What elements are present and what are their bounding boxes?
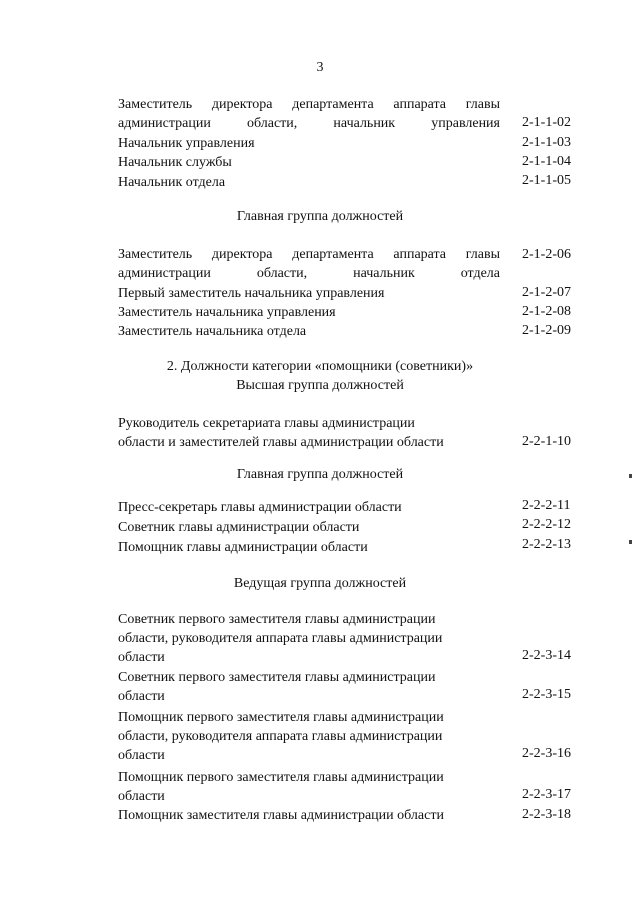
position-title: Заместитель директора департамента аппарата главы администрации области, начальник управления	[118, 97, 500, 131]
position-code: 2-1-1-03	[522, 135, 571, 150]
group-heading: Ведущая группа должностей	[233, 576, 407, 591]
position-code: 2-2-2-12	[522, 517, 571, 532]
position-title: Первый заместитель начальника управления	[118, 286, 385, 301]
position-title: Заместитель директора департамента аппарата главы администрации области, начальник отдела	[118, 247, 500, 281]
position-title: Советник главы администрации области	[118, 520, 360, 535]
position-code: 2-2-3-14	[522, 648, 571, 663]
section-heading: 2. Должности категории «помощники (советники)»	[166, 359, 474, 374]
position-title: Помощник заместителя главы администрации области	[118, 808, 444, 823]
position-code: 2-2-2-11	[522, 498, 571, 513]
position-code: 2-2-3-16	[522, 746, 571, 761]
position-title: Советник первого заместителя главы администрации области	[118, 670, 436, 704]
page-number: 3	[316, 60, 324, 75]
position-code: 2-1-2-07	[522, 285, 571, 300]
position-code: 2-2-3-17	[522, 787, 571, 802]
position-code: 2-2-2-13	[522, 537, 571, 552]
position-title: Помощник главы администрации области	[118, 540, 368, 555]
position-code: 2-2-3-15	[522, 687, 571, 702]
scan-speck	[629, 474, 632, 478]
position-title: Советник первого заместителя главы администрации области, руководителя аппарата главы администрации области	[118, 612, 443, 665]
position-code: 2-1-1-02	[522, 115, 571, 130]
position-title: Начальник службы	[118, 155, 232, 170]
scan-speck	[629, 540, 632, 544]
position-title: Пресс-секретарь главы администрации области	[118, 500, 402, 515]
position-title: Помощник первого заместителя главы администрации области	[118, 770, 444, 804]
position-code: 2-2-3-18	[522, 807, 571, 822]
position-code: 2-1-1-04	[522, 154, 571, 169]
position-code: 2-2-1-10	[522, 434, 571, 449]
group-heading: Высшая группа должностей	[236, 378, 404, 393]
position-code: 2-1-2-06	[522, 247, 571, 262]
position-title: Начальник управления	[118, 136, 255, 151]
position-title: Заместитель начальника управления	[118, 305, 336, 320]
position-code: 2-1-2-09	[522, 323, 571, 338]
group-heading: Главная группа должностей	[236, 467, 404, 482]
position-title: Заместитель начальника отдела	[118, 324, 307, 339]
position-title: Начальник отдела	[118, 175, 226, 190]
position-title: Руководитель секретариата главы администрации области и заместителей главы администрации области	[118, 416, 444, 450]
group-heading: Главная группа должностей	[236, 209, 404, 224]
position-code: 2-1-1-05	[522, 173, 571, 188]
position-title: Помощник первого заместителя главы администрации области, руководителя аппарата главы администрации области	[118, 710, 444, 763]
position-code: 2-1-2-08	[522, 304, 571, 319]
